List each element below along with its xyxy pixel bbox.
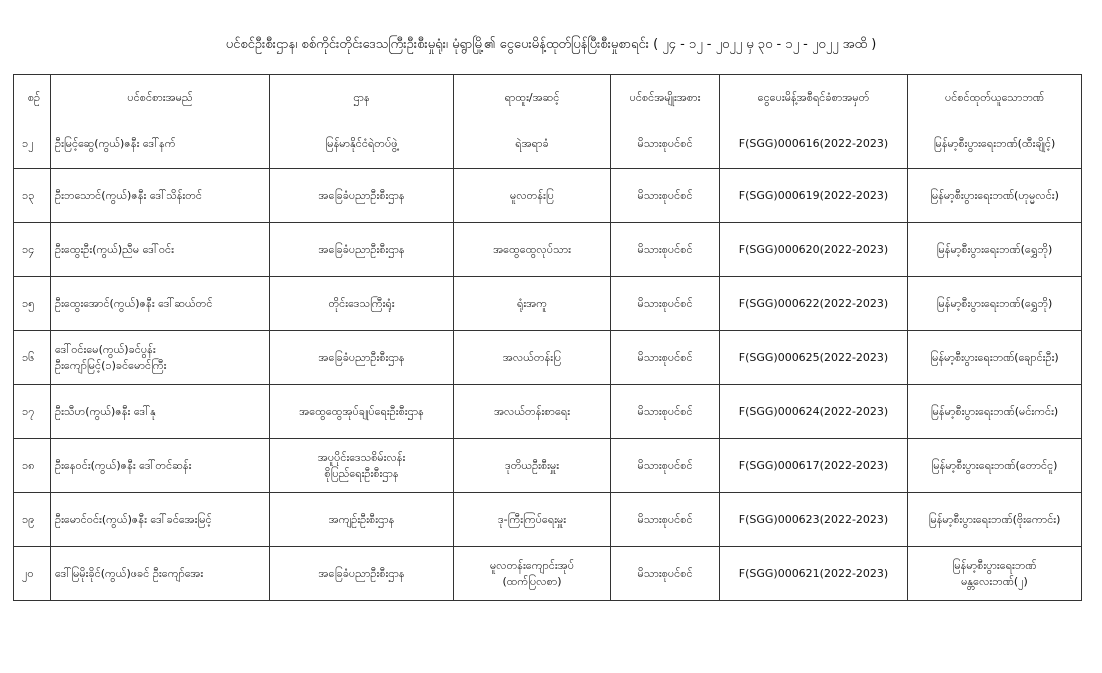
table-row bbox=[14, 547, 1082, 601]
cell-pension-type: မိသားစုပင်စင် bbox=[611, 547, 720, 601]
cell-bank: မြန်မာ့စီးပွားရေးဘဏ်(မင်းကင်း) bbox=[930, 404, 1059, 418]
cell-rank: အလယ်တန်းစာရေး bbox=[493, 404, 571, 418]
cell-bank: မြန်မာ့စီးပွားရေးဘဏ်(ရွှေဘို) bbox=[936, 242, 1053, 256]
cell-department: အထွေထွေအုပ်ချုပ်ရေးဦးစီးဌာန bbox=[299, 404, 424, 418]
header-bank: ပင်စင်ထုတ်ယူသောဘဏ် bbox=[908, 75, 1082, 121]
cell-pension-type: မိသားစုပင်စင် bbox=[611, 385, 720, 439]
cell-rank: ဒုတိယဦးစီးမှူး bbox=[504, 458, 560, 472]
cell-rank: ရဲအရာခံ bbox=[515, 137, 549, 151]
cell-order-number: F(SGG)000619(2022-2023) bbox=[720, 169, 908, 223]
pension-table bbox=[13, 74, 1082, 601]
cell-no: ၁၄ bbox=[14, 223, 51, 277]
header-pension-type: ပင်စင်အမျိုးအစား bbox=[611, 75, 720, 121]
cell-pensioner-name: ဦးထွေးအောင်(ကွယ်)ဇနီး ဒေါ်ဆယ်တင် bbox=[55, 296, 213, 310]
table-row bbox=[14, 439, 1082, 493]
table-row bbox=[14, 277, 1082, 331]
cell-no: ၁၅ bbox=[14, 277, 51, 331]
cell-no: ၁၉ bbox=[14, 493, 51, 547]
header-pensioner-name: ပင်စင်စားအမည် bbox=[51, 75, 270, 121]
cell-pensioner-name: ဦးနေဝင်း(ကွယ်)ဇနီး ဒေါ်တင်ဆန်း bbox=[55, 458, 192, 472]
cell-pensioner-name: ဦးသီဟ(ကွယ်)ဇနီး ဒေါ်နု bbox=[55, 404, 156, 418]
header-no: စဉ် bbox=[14, 75, 51, 121]
cell-bank: မြန်မာ့စီးပွားရေးဘဏ်(ထီးချိုင့်) bbox=[933, 137, 1056, 151]
cell-order-number: F(SGG)000622(2022-2023) bbox=[720, 277, 908, 331]
cell-bank: မြန်မာ့စီးပွားရေးဘဏ်(ဟုမ္မလင်း) bbox=[930, 188, 1059, 202]
cell-no: ၁၈ bbox=[14, 439, 51, 493]
cell-no: ၁၆ bbox=[14, 331, 51, 385]
cell-bank: မြန်မာ့စီးပွားရေးဘဏ်(ရွှေဘို) bbox=[936, 296, 1053, 310]
cell-pensioner-name: ဦးမောင်ဝင်း(ကွယ်)ဇနီး ဒေါ်ခင်အေးမြင့် bbox=[55, 512, 212, 526]
table-row bbox=[14, 121, 1082, 169]
table-row bbox=[14, 331, 1082, 385]
cell-no: ၁၃ bbox=[14, 169, 51, 223]
cell-department: အခြေခံပညာဦးစီးဌာန bbox=[318, 242, 405, 256]
cell-rank: ဒု-ကြီးကြပ်ရေးမှူး bbox=[497, 512, 567, 526]
cell-department: အကျဉ်းဦးစီးဌာန bbox=[328, 512, 395, 526]
cell-pension-type: မိသားစုပင်စင် bbox=[611, 121, 720, 169]
cell-rank: အထွေထွေလုပ်သား bbox=[493, 242, 571, 256]
cell-department: အခြေခံပညာဦးစီးဌာန bbox=[318, 566, 405, 580]
cell-no: ၂၀ bbox=[14, 547, 51, 601]
table-row bbox=[14, 223, 1082, 277]
cell-pensioner-name: ဒေါ်မြမိုးခိုင်(ကွယ်)ဖခင် ဦးကျော်အေး bbox=[55, 566, 204, 580]
header-order-number: ငွေပေးမိန့်အစီရင်ခံစာအမှတ် bbox=[720, 75, 908, 121]
cell-bank: မြန်မာ့စီးပွားရေးဘဏ် မန္တလေးဘဏ်(၂) bbox=[952, 558, 1037, 588]
cell-pension-type: မိသားစုပင်စင် bbox=[611, 223, 720, 277]
cell-pension-type: မိသားစုပင်စင် bbox=[611, 493, 720, 547]
cell-department: အပူပိုင်းဒေသစိမ်းလန်း စိုပြည်ရေးဦးစီးဌာန bbox=[317, 450, 406, 480]
cell-pensioner-name: ဦးထွေးဦး(ကွယ်)ညီမ ဒေါ်ဝင်း bbox=[55, 242, 174, 256]
cell-department: မြန်မာနိုင်ငံရဲတပ်ဖွဲ့ bbox=[325, 137, 398, 151]
cell-order-number: F(SGG)000621(2022-2023) bbox=[720, 547, 908, 601]
header-rank: ရာထူး/အဆင့် bbox=[454, 75, 611, 121]
cell-no: ၁၇ bbox=[14, 385, 51, 439]
cell-order-number: F(SGG)000617(2022-2023) bbox=[720, 439, 908, 493]
cell-order-number: F(SGG)000616(2022-2023) bbox=[720, 121, 908, 169]
cell-rank: မူလတန်းကျောင်းအုပ် (ထက်ပြလစာ) bbox=[489, 558, 575, 588]
cell-rank: မူလတန်းပြ bbox=[510, 188, 554, 202]
cell-department: တိုင်းဒေသကြီးရုံး bbox=[328, 296, 395, 310]
cell-pension-type: မိသားစုပင်စင် bbox=[611, 277, 720, 331]
cell-order-number: F(SGG)000625(2022-2023) bbox=[720, 331, 908, 385]
table-row bbox=[14, 169, 1082, 223]
cell-pension-type: မိသားစုပင်စင် bbox=[611, 331, 720, 385]
cell-department: အခြေခံပညာဦးစီးဌာန bbox=[318, 188, 405, 202]
cell-department: အခြေခံပညာဦးစီးဌာန bbox=[318, 350, 405, 364]
cell-pensioner-name: ဦးဘသောင်(ကွယ်)ဇနီး ဒေါ်သိန်းတင် bbox=[55, 188, 203, 202]
page-title: ပင်စင်ဦးစီးဌာန၊ စစ်ကိုင်းတိုင်းဒေသကြီးဦးစီးမှုရုံး၊ မုံရွာမြို့၏ ငွေပေးမိန့်ထုတ်ပြန်ပြီးစီးမှုစာရင်း ( ၂၄ - ၁၂ - ၂၀၂၂ မှ ၃၀ - ၁၂ - ၂၀၂၂ အထိ ) bbox=[225, 37, 877, 52]
cell-bank: မြန်မာ့စီးပွားရေးဘဏ်(ချောင်းဦး) bbox=[930, 350, 1059, 364]
cell-bank: မြန်မာ့စီးပွားရေးဘဏ်(ဗိုးကောင်း) bbox=[928, 512, 1061, 526]
cell-order-number: F(SGG)000624(2022-2023) bbox=[720, 385, 908, 439]
cell-bank: မြန်မာ့စီးပွားရေးဘဏ်(တောင်ငူ) bbox=[931, 458, 1058, 472]
cell-pensioner-name: ဦးမြင့်ဆွေ(ကွယ်)ဇနီး ဒေါ်နက် bbox=[55, 137, 176, 151]
table-row bbox=[14, 493, 1082, 547]
cell-pension-type: မိသားစုပင်စင် bbox=[611, 439, 720, 493]
cell-no: ၁၂ bbox=[14, 121, 51, 169]
table-header-row bbox=[14, 75, 1082, 121]
cell-rank: ရုံးအကူ bbox=[517, 296, 547, 310]
cell-pension-type: မိသားစုပင်စင် bbox=[611, 169, 720, 223]
cell-order-number: F(SGG)000620(2022-2023) bbox=[720, 223, 908, 277]
cell-order-number: F(SGG)000623(2022-2023) bbox=[720, 493, 908, 547]
header-department: ဌာန bbox=[270, 75, 454, 121]
table-row bbox=[14, 385, 1082, 439]
cell-pensioner-name: ဒေါ်ဝင်းမေ(ကွယ်)ခင်ပွန်း ဦးကျော်မြင့်(၁)ခင်မောင်ကြီး bbox=[55, 342, 167, 372]
cell-rank: အလယ်တန်းပြ bbox=[502, 350, 562, 364]
